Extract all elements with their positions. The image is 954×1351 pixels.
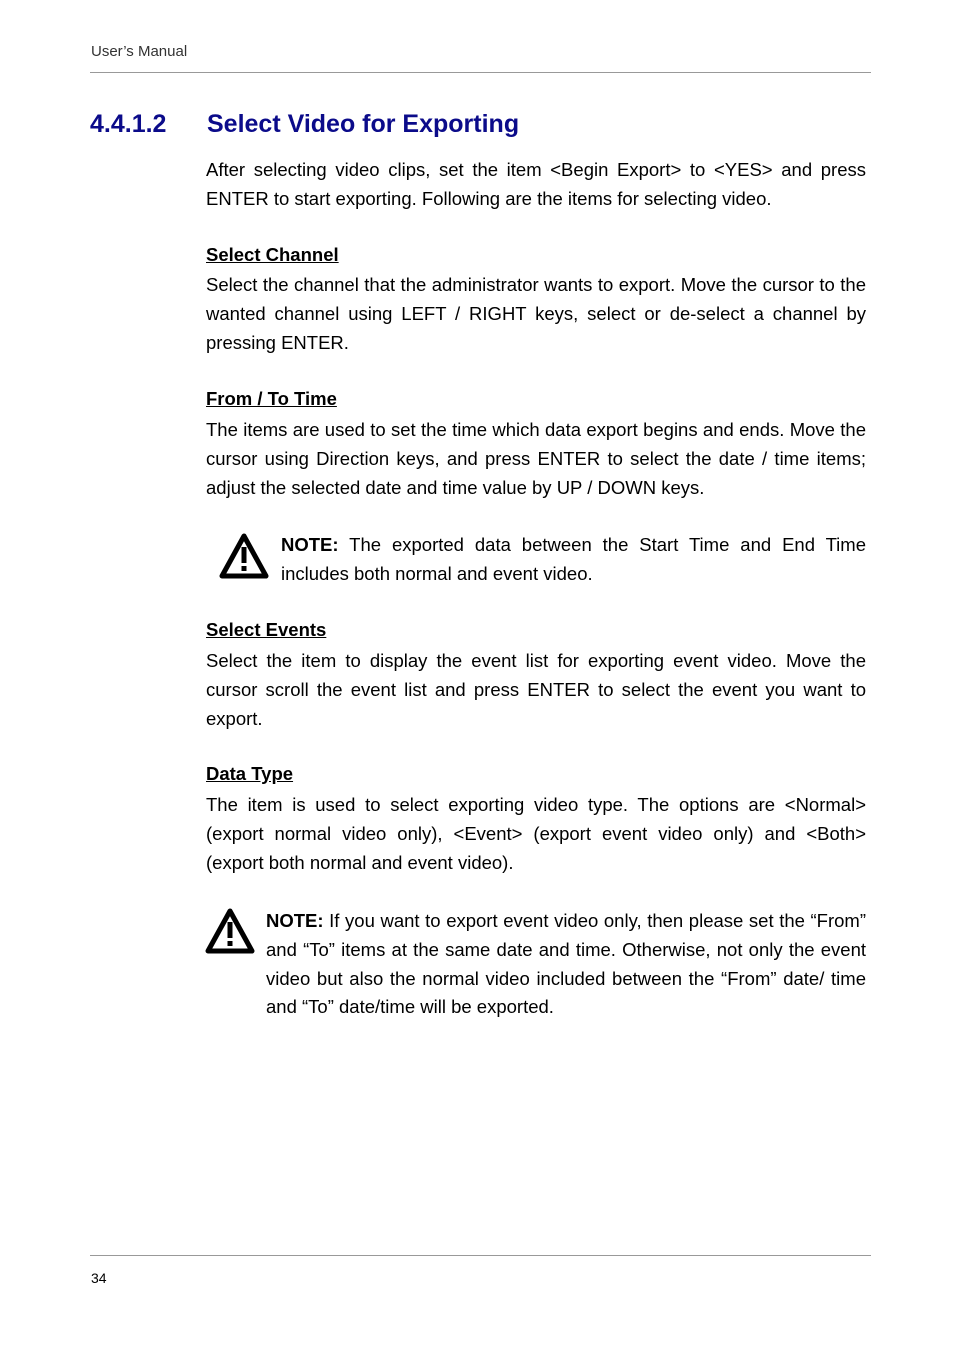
intro-paragraph: After selecting video clips, set the item <Begin Export> to <YES> and press ENTER to start exporting. Following are the items for selecting video.: [206, 159, 866, 209]
paragraph-data-type: The item is used to select exporting video type. The options are <Normal> (export normal video only), <Event> (export event video only) and <Both> (export both normal and event video).: [206, 794, 866, 873]
paragraph-select-channel: Select the channel that the administrator wants to export. Move the cursor to the wanted channel using LEFT / RIGHT keys, select or de-select a channel by pressing ENTER.: [206, 274, 866, 353]
paragraph-from-to-time: The items are used to set the time which data export begins and ends. Move the cursor using Direction keys, and press ENTER to select the date / time items; adjust the selected date and time value by UP / DOWN keys.: [206, 419, 866, 498]
paragraph-select-events: Select the item to display the event list for exporting event video. Move the cursor scroll the event list and press ENTER to select the event you want to export.: [206, 650, 866, 729]
warning-triangle-icon: [219, 533, 269, 579]
heading-select-channel: Select Channel: [206, 244, 339, 265]
header-divider: [90, 72, 871, 73]
page-number: 34: [91, 1270, 107, 1286]
note-2-label: NOTE:: [266, 910, 324, 931]
note-2-text: If you want to export event video only, then please set the “From” and “To” items at the same date and time. Otherwise, not only the event video but also the normal video included between the “From” date/ time and “To” date/time will be exported.: [266, 910, 867, 1018]
note-1-text: The exported data between the Start Time and End Time includes both normal and event video.: [281, 534, 866, 584]
running-header: User’s Manual: [91, 43, 188, 60]
section-number: 4.4.1.2: [90, 110, 167, 138]
heading-data-type: Data Type: [206, 763, 294, 784]
note-1-label: NOTE:: [281, 534, 339, 555]
heading-select-events: Select Events: [206, 619, 327, 640]
section-title: Select Video for Exporting: [207, 110, 520, 138]
section-heading: [90, 110, 519, 139]
heading-from-to-time: From / To Time: [206, 388, 337, 409]
footer-divider: [90, 1255, 871, 1256]
note-2: [266, 907, 866, 1022]
warning-triangle-icon: [205, 908, 255, 954]
note-1: [281, 531, 866, 589]
